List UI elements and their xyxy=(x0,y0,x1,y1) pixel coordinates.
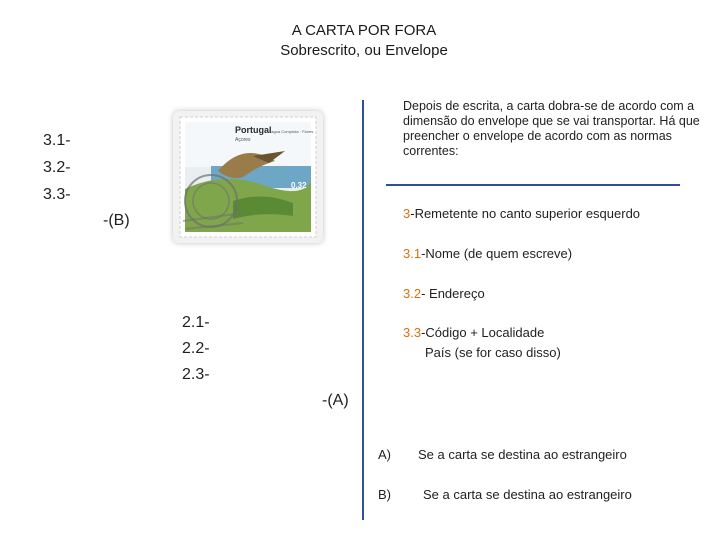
legend-text: -Remetente no canto superior esquerdo xyxy=(410,206,641,221)
note-b-key: B) xyxy=(378,487,391,502)
legend-text: -Código + Localidade xyxy=(421,325,545,340)
legend-item-name xyxy=(403,246,572,261)
vertical-divider xyxy=(362,100,364,520)
note-a-text: Se a carta se destina ao estrangeiro xyxy=(418,447,627,462)
sender-label-1: 3.1- xyxy=(43,132,71,149)
stamp-image xyxy=(173,111,323,243)
sender-label-3: 3.3- xyxy=(43,186,71,203)
legend-number: 3.3 xyxy=(403,325,422,340)
legend-number: 3 xyxy=(403,206,411,221)
legend-item-postcode xyxy=(403,325,544,340)
legend-item-sender xyxy=(403,206,640,221)
recipient-label-3: 2.3- xyxy=(182,366,210,383)
legend-number: 3.2 xyxy=(403,286,422,301)
recipient-marker: -(A) xyxy=(322,392,349,409)
legend-number: 3.1 xyxy=(403,246,422,261)
legend-country-note: País (se for caso disso) xyxy=(425,345,561,360)
recipient-label-1: 2.1- xyxy=(182,314,210,331)
stamp-region: Açores xyxy=(235,137,251,143)
stamp-value: 0,32 xyxy=(291,181,307,190)
recipient-label-2: 2.2- xyxy=(182,340,210,357)
note-b-text: Se a carta se destina ao estrangeiro xyxy=(423,487,632,502)
sender-label-2: 3.2- xyxy=(43,159,71,176)
legend-text: -Nome (de quem escreve) xyxy=(421,246,573,261)
legend-item-address xyxy=(403,286,485,301)
stamp-caption: Lagoa Comprida · Flores xyxy=(269,129,314,134)
page-subtitle: Sobrescrito, ou Envelope xyxy=(280,42,448,59)
page-title: A CARTA POR FORA xyxy=(291,22,437,39)
legend-text: - Endereço xyxy=(421,286,485,301)
postage-stamp xyxy=(173,111,323,243)
stamp-country: Portugal xyxy=(235,125,272,135)
horizontal-divider xyxy=(386,184,680,186)
intro-paragraph: Depois de escrita, a carta dobra-se de acordo com a dimensão do envelope que se vai transportar. Há que preencher o envelope de acordo com as normas correntes: xyxy=(403,99,700,158)
note-a-key: A) xyxy=(378,447,391,462)
sender-marker: -(B) xyxy=(103,212,130,229)
